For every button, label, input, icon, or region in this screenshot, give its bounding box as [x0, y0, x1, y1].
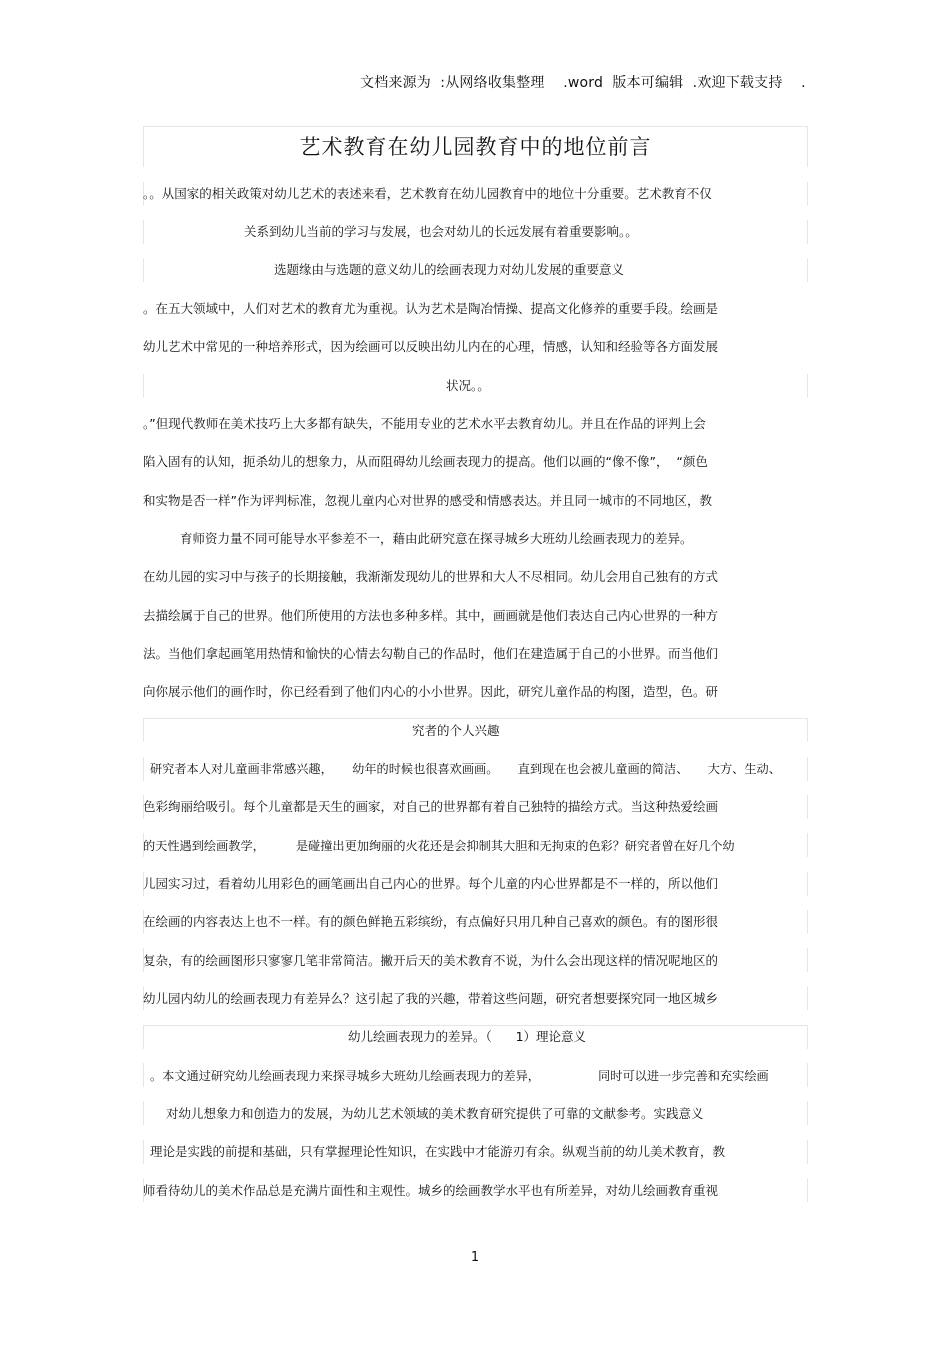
- body-line: 选题缘由与选题的意义幼儿的绘画表现力对幼儿发展的重要意义: [274, 262, 625, 277]
- body-line: 。。从国家的相关政策对幼儿艺术的表述来看，艺术教育在幼儿园教育中的地位十分重要。艺术教育不仅: [143, 186, 712, 201]
- body-line: 。在五大领域中，人们对艺术的教育尤为重视。认为艺术是陶冶情操、提高文化修养的重要手段。绘画是: [143, 301, 719, 316]
- body-line: 状况。。: [446, 378, 490, 393]
- body-line: 复杂，有的绘画图形只寥寥几笔非常简洁。撇开后天的美术教育不说，为什么会出现这样的情况呢地区的: [143, 953, 719, 968]
- body-line: 。本文通过研究幼儿绘画表现力来探寻城乡大班幼儿绘画表现力的差异， 同时可以进一步完善和充实绘画: [150, 1069, 769, 1083]
- body-line: 师看待幼儿的美术作品总是充满片面性和主观性。城乡的绘画教学水平也有所差异，对幼儿绘画教育重视: [143, 1183, 719, 1198]
- body-line: 儿园实习过，看着幼儿用彩色的画笔画出自己内心的世界。每个儿童的内心世界都是不一样的，所以他们: [143, 876, 719, 891]
- frame-rule: [143, 718, 807, 719]
- section-heading: 幼儿绘画表现力的差异。（ 1）理论意义: [348, 1029, 587, 1044]
- body-line: 对幼儿想象力和创造力的发展，为幼儿艺术领域的美术教育研究提供了可靠的文献参考。实践意义: [166, 1106, 704, 1121]
- page-number: 1: [470, 1250, 480, 1265]
- body-line: 的天性遇到绘画教学， 是碰撞出更加绚丽的火花还是会抑制其大胆和无拘束的色彩？研究者曾在好几个幼: [143, 839, 735, 853]
- body-line: 在绘画的内容表达上也不一样。有的颜色鲜艳五彩缤纷，有点偏好只用几种自己喜欢的颜色。有的图形很: [143, 914, 719, 929]
- body-line: 育师资力量不同可能导水平参差不一，藉由此研究意在探寻城乡大班幼儿绘画表现力的差异。: [180, 531, 693, 546]
- frame-rule: [143, 1025, 807, 1026]
- body-line: 色彩绚丽给吸引。每个儿童都是天生的画家，对自己的世界都有着自己独特的描绘方式。当这种热爱绘画: [143, 799, 719, 814]
- body-line: 幼儿艺术中常见的一种培养形式，因为绘画可以反映出幼儿内在的心理，情感，认知和经验等各方面发展: [143, 339, 719, 354]
- body-line: 去描绘属于自己的世界。他们所使用的方法也多种多样。其中，画画就是他们表达自己内心世界的一种方: [143, 608, 719, 623]
- body-line: 幼儿园内幼儿的绘画表现力有差异么？这引起了我的兴趣，带着这些问题，研究者想要探究同一地区城乡: [143, 991, 719, 1006]
- body-line: 理论是实践的前提和基础，只有掌握理论性知识，在实践中才能游刃有余。纵观当前的幼儿美术教育，教: [150, 1144, 726, 1159]
- body-line: 研究者本人对儿童画非常感兴趣， 幼年的时候也很喜欢画画。 直到现在也会被儿童画的简洁、 大方、生动、: [150, 762, 781, 776]
- body-line: 关系到幼儿当前的学习与发展，也会对幼儿的长远发展有着重要影响。。: [244, 224, 638, 239]
- section-heading: 究者的个人兴趣: [412, 723, 500, 738]
- body-line: 。”但现代教师在美术技巧上大多都有缺失，不能用专业的艺术水平去教育幼儿。并且在作品的评判上会: [143, 416, 706, 431]
- body-line: 在幼儿园的实习中与孩子的长期接触，我渐渐发现幼儿的世界和大人不尽相同。幼儿会用自己独有的方式: [143, 569, 719, 584]
- body-line: 法。当他们拿起画笔用热情和愉快的心情去勾勒自己的作品时，他们在建造属于自己的小世界。而当他们: [143, 646, 719, 661]
- body-line: 和实物是否一样”作为评判标准，忽视儿童内心对世界的感受和情感表达。并且同一城市的不同地区，教: [143, 493, 712, 508]
- header-note: 文档来源为 :从网络收集整理 .word 版本可编辑 .欢迎下载支持 .: [360, 75, 806, 91]
- document-title: 艺术教育在幼儿园教育中的地位前言: [299, 135, 652, 159]
- body-line: 向你展示他们的画作时，你已经看到了他们内心的小小世界。因此，研究儿童作品的构图，造型，色。研: [143, 684, 719, 699]
- title-row: [143, 126, 808, 167]
- body-line: 陷入固有的认知，扼杀幼儿的想象力，从而阻碍幼儿绘画表现力的提高。他们以画的“像不像”， “颜色: [143, 454, 708, 469]
